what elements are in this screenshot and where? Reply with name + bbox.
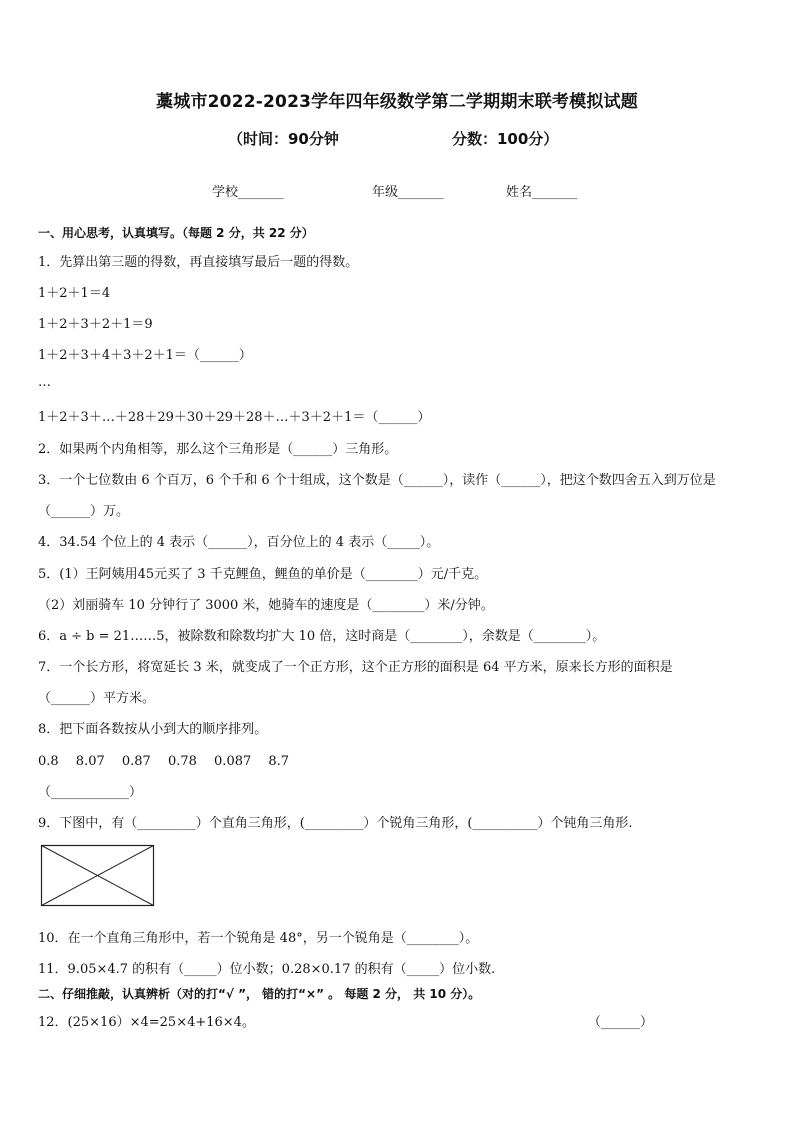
grade-field: 年级_______ <box>372 185 444 200</box>
question-1: 1．先算出第三题的得数，再直接填写最后一题的得数。 <box>38 255 359 270</box>
equation-line: 1＋2＋3＋4＋3＋2＋1＝（______） <box>38 348 252 363</box>
question-3-cont: （______）万。 <box>38 504 130 519</box>
equation-line: 1＋2＋3＋…＋28＋29＋30＋29＋28＋…＋3＋2＋1＝（______） <box>38 410 431 425</box>
question-3: 3．一个七位数由 6 个百万，6 个千和 6 个十组成，这个数是（______），读作（______），把这个数四舍五入到万位是 <box>38 473 716 488</box>
section-2-heading: 二、仔细推敲，认真辨析（对的打“√ ”， 错的打“×” 。 每题 2 分， 共 10 分）。 <box>38 987 481 1001</box>
question-7: 7．一个长方形，将宽延长 3 米，就变成了一个正方形，这个正方形的面积是 64 平方米，原来长方形的面积是 <box>38 660 673 675</box>
answer-blank: （____________） <box>38 785 143 800</box>
exam-score: 分数：100分） <box>452 130 559 148</box>
question-9: 9．下图中，有（_________）个直角三角形，(_________）个锐角三角形，(__________）个钝角三角形. <box>38 816 633 831</box>
question-5-1: 5．(1）王阿姨用45元买了 3 千克鲤鱼，鲤鱼的单价是（________）元/千克。 <box>38 567 488 582</box>
equation-line: 1＋2＋1＝4 <box>38 286 111 301</box>
name-field: 姓名_______ <box>506 185 578 200</box>
question-4: 4．34.54 个位上的 4 表示（______），百分位上的 4 表示（_____）。 <box>38 535 440 550</box>
question-7-cont: （______）平方米。 <box>38 691 156 706</box>
question-12: 12．(25×16）×4=25×4+16×4。 <box>38 1015 255 1030</box>
rectangle-with-diagonals-figure <box>40 844 156 908</box>
school-field: 学校_______ <box>212 185 284 200</box>
exam-time: （时间：90分钟 <box>228 130 339 148</box>
question-11: 11．9.05×4.7 的积有（_____）位小数；0.28×0.17 的积有（_____）位小数. <box>38 962 496 977</box>
question-12-blank: （______） <box>588 1015 654 1030</box>
question-10: 10．在一个直角三角形中，若一个锐角是 48°，另一个锐角是（________）。 <box>38 931 479 946</box>
question-8: 8．把下面各数按从小到大的顺序排列。 <box>38 722 268 737</box>
equation-line: 1＋2＋3＋2＋1＝9 <box>38 317 153 332</box>
section-1-heading: 一、用心思考，认真填写。（每题 2 分，共 22 分） <box>38 226 314 240</box>
ellipsis-line: … <box>38 375 51 390</box>
number-list: 0.8 8.07 0.87 0.78 0.087 8.7 <box>38 754 290 769</box>
question-6: 6．a ÷ b = 21……5，被除数和除数均扩大 10 倍，这时商是（________），余数是（________）。 <box>38 629 606 644</box>
question-2: 2．如果两个内角相等，那么这个三角形是（______）三角形。 <box>38 442 398 457</box>
question-5-2: （2）刘丽骑车 10 分钟行了 3000 米，她骑车的速度是（________）米/分钟。 <box>38 598 494 613</box>
exam-title: 藁城市2022-2023学年四年级数学第二学期期末联考模拟试题 <box>156 92 638 112</box>
